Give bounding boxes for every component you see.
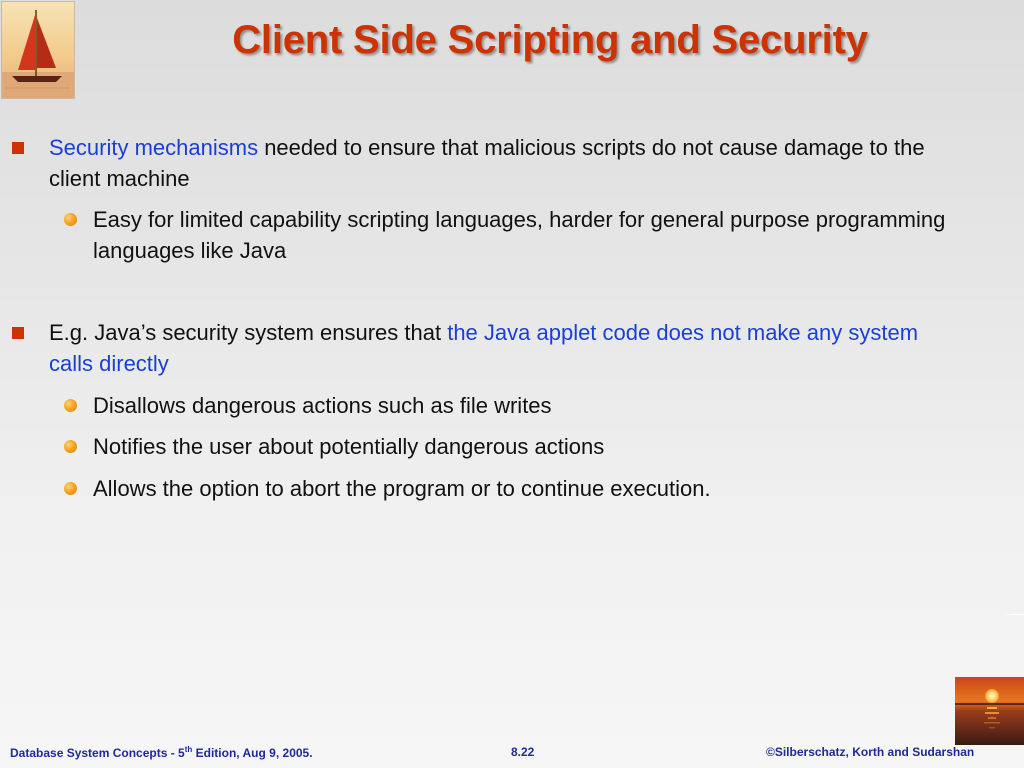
round-bullet-icon — [64, 440, 77, 453]
round-bullet-icon — [64, 213, 77, 226]
footer-left — [10, 745, 313, 760]
bullet-2-sub-2: Notifies the user about potentially dangerous actions — [93, 434, 605, 459]
page-number: 8.22 — [511, 745, 535, 759]
round-bullet-icon — [64, 482, 77, 495]
round-bullet-icon — [64, 399, 77, 412]
slide-title: Client Side Scripting and Security — [232, 18, 868, 62]
footer-edition-date: Edition, Aug 9, 2005. — [192, 746, 313, 760]
bullet-2-sub-3: Allows the option to abort the program or to continue execution. — [93, 476, 711, 501]
square-bullet-icon — [12, 327, 24, 339]
bullet-1-text: needed to ensure that malicious scripts do not cause damage to the client machine — [49, 135, 925, 191]
bullet-1 — [49, 132, 949, 194]
wave-glint-icon — [998, 607, 1024, 615]
bullet-2-highlight: the Java applet code does not make any system calls directly — [49, 320, 919, 376]
footer-course: Database System Concepts - 5 — [10, 746, 185, 760]
footer-superscript: th — [184, 745, 193, 754]
footer-copyright: ©Silberschatz, Korth and Sudarshan — [766, 745, 975, 759]
bullet-2-text: E.g. Java’s security system ensures that — [49, 320, 448, 345]
sunset-image-icon — [955, 677, 1024, 745]
bullet-2-sub-1: Disallows dangerous actions such as file writes — [93, 393, 552, 418]
bullet-1-sub-1: Easy for limited capability scripting languages, harder for general purpose programming languages like Java — [93, 207, 946, 263]
bullet-1-highlight: Security mechanisms — [49, 135, 259, 160]
square-bullet-icon — [12, 142, 24, 154]
bullet-2 — [49, 317, 949, 379]
